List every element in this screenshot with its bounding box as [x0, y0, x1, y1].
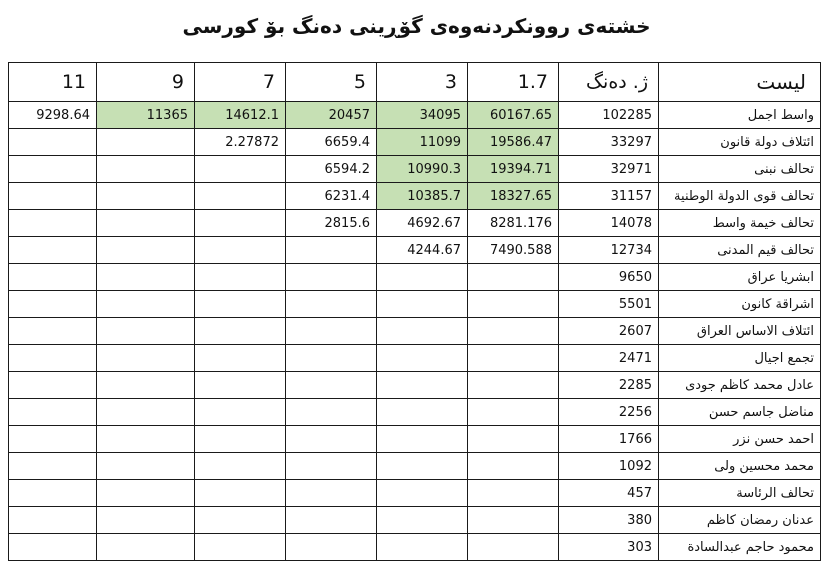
- cell-divisor-1-7: [468, 372, 559, 399]
- cell-list-name: محمود حاجم عبدالسادة: [659, 534, 821, 561]
- table-row: [9, 318, 821, 345]
- header-row: [9, 63, 821, 102]
- cell-list-name: تجمع اجيال: [659, 345, 821, 372]
- cell-divisor-3: [377, 372, 468, 399]
- cell-list-name: تحالف قوى الدولة الوطنية: [659, 183, 821, 210]
- cell-divisor-11: [9, 480, 97, 507]
- cell-divisor-7: [195, 507, 286, 534]
- cell-divisor-3: 4692.67: [377, 210, 468, 237]
- table-row: [9, 102, 821, 129]
- cell-divisor-9: [97, 534, 195, 561]
- header-divisor-3: 3: [377, 63, 468, 102]
- cell-divisor-9: [97, 372, 195, 399]
- cell-divisor-1-7: [468, 318, 559, 345]
- table-row: [9, 129, 821, 156]
- cell-divisor-9: [97, 156, 195, 183]
- cell-divisor-9: [97, 345, 195, 372]
- cell-divisor-3: [377, 264, 468, 291]
- cell-divisor-1-7: [468, 507, 559, 534]
- cell-list-name: مناضل جاسم حسن: [659, 399, 821, 426]
- cell-divisor-3: [377, 399, 468, 426]
- cell-divisor-3: [377, 426, 468, 453]
- header-votes: ژ. دەنگ: [559, 63, 659, 102]
- cell-divisor-5: [286, 291, 377, 318]
- cell-list-name: عادل محمد كاظم جودى: [659, 372, 821, 399]
- cell-votes: 2607: [559, 318, 659, 345]
- cell-divisor-3: 11099: [377, 129, 468, 156]
- cell-divisor-9: [97, 318, 195, 345]
- cell-divisor-5: [286, 399, 377, 426]
- cell-divisor-1-7: 8281.176: [468, 210, 559, 237]
- cell-divisor-11: [9, 264, 97, 291]
- cell-votes: 2256: [559, 399, 659, 426]
- table-row: [9, 399, 821, 426]
- cell-divisor-1-7: [468, 291, 559, 318]
- cell-divisor-3: [377, 318, 468, 345]
- cell-divisor-9: [97, 480, 195, 507]
- cell-divisor-7: 2.27872: [195, 129, 286, 156]
- cell-divisor-7: [195, 237, 286, 264]
- cell-votes: 380: [559, 507, 659, 534]
- cell-divisor-9: [97, 183, 195, 210]
- cell-divisor-9: [97, 399, 195, 426]
- table-row: [9, 183, 821, 210]
- page-title: خشتەی روونکردنەوەی گۆڕینی دەنگ بۆ کورسی: [182, 14, 651, 38]
- header-list: لیست: [659, 63, 821, 102]
- cell-divisor-3: 10385.7: [377, 183, 468, 210]
- cell-divisor-9: [97, 129, 195, 156]
- cell-votes: 2471: [559, 345, 659, 372]
- cell-divisor-1-7: 60167.65: [468, 102, 559, 129]
- cell-divisor-11: [9, 453, 97, 480]
- cell-divisor-1-7: [468, 264, 559, 291]
- table-row: [9, 264, 821, 291]
- cell-divisor-1-7: 19394.71: [468, 156, 559, 183]
- cell-divisor-7: [195, 264, 286, 291]
- header-divisor-7: 7: [195, 63, 286, 102]
- cell-list-name: واسط اجمل: [659, 102, 821, 129]
- cell-list-name: ائتلاف الاساس العراق: [659, 318, 821, 345]
- cell-list-name: ابشريا عراق: [659, 264, 821, 291]
- cell-divisor-7: [195, 345, 286, 372]
- cell-divisor-5: 6594.2: [286, 156, 377, 183]
- cell-votes: 32971: [559, 156, 659, 183]
- header-divisor-1-7: 1.7: [468, 63, 559, 102]
- cell-votes: 303: [559, 534, 659, 561]
- cell-votes: 9650: [559, 264, 659, 291]
- cell-divisor-3: [377, 534, 468, 561]
- cell-divisor-1-7: 7490.588: [468, 237, 559, 264]
- cell-divisor-9: [97, 291, 195, 318]
- cell-divisor-5: [286, 534, 377, 561]
- cell-divisor-5: 20457: [286, 102, 377, 129]
- cell-divisor-11: [9, 372, 97, 399]
- cell-divisor-3: 10990.3: [377, 156, 468, 183]
- cell-divisor-1-7: [468, 426, 559, 453]
- cell-divisor-3: [377, 291, 468, 318]
- cell-divisor-11: [9, 345, 97, 372]
- cell-divisor-9: [97, 237, 195, 264]
- cell-divisor-11: [9, 318, 97, 345]
- header-divisor-5: 5: [286, 63, 377, 102]
- cell-list-name: تحالف الرئاسة: [659, 480, 821, 507]
- cell-divisor-3: 4244.67: [377, 237, 468, 264]
- cell-list-name: احمد حسن نزر: [659, 426, 821, 453]
- cell-divisor-11: [9, 507, 97, 534]
- cell-divisor-5: [286, 237, 377, 264]
- table-row: [9, 453, 821, 480]
- cell-votes: 31157: [559, 183, 659, 210]
- cell-divisor-5: [286, 426, 377, 453]
- cell-divisor-9: [97, 453, 195, 480]
- cell-divisor-3: [377, 345, 468, 372]
- cell-list-name: اشراقة كانون: [659, 291, 821, 318]
- cell-list-name: ائتلاف دولة قانون: [659, 129, 821, 156]
- cell-votes: 457: [559, 480, 659, 507]
- cell-divisor-7: [195, 210, 286, 237]
- cell-divisor-1-7: 18327.65: [468, 183, 559, 210]
- table-row: [9, 156, 821, 183]
- cell-divisor-7: 14612.1: [195, 102, 286, 129]
- table-row: [9, 372, 821, 399]
- cell-divisor-1-7: [468, 399, 559, 426]
- cell-divisor-11: [9, 183, 97, 210]
- cell-divisor-1-7: [468, 534, 559, 561]
- cell-divisor-5: 2815.6: [286, 210, 377, 237]
- cell-divisor-9: [97, 264, 195, 291]
- header-divisor-11: 11: [9, 63, 97, 102]
- table-row: [9, 210, 821, 237]
- cell-divisor-5: [286, 345, 377, 372]
- cell-divisor-7: [195, 399, 286, 426]
- cell-divisor-7: [195, 426, 286, 453]
- cell-votes: 1092: [559, 453, 659, 480]
- cell-divisor-7: [195, 156, 286, 183]
- table-body: [9, 102, 821, 561]
- table-row: [9, 534, 821, 561]
- table-row: [9, 507, 821, 534]
- cell-votes: 2285: [559, 372, 659, 399]
- cell-divisor-9: [97, 426, 195, 453]
- cell-divisor-3: [377, 507, 468, 534]
- table-row: [9, 291, 821, 318]
- table-row: [9, 345, 821, 372]
- cell-divisor-7: [195, 453, 286, 480]
- cell-divisor-9: [97, 210, 195, 237]
- cell-divisor-3: 34095: [377, 102, 468, 129]
- cell-divisor-11: [9, 534, 97, 561]
- cell-votes: 1766: [559, 426, 659, 453]
- cell-divisor-11: [9, 129, 97, 156]
- cell-divisor-11: [9, 210, 97, 237]
- cell-divisor-11: [9, 237, 97, 264]
- cell-votes: 102285: [559, 102, 659, 129]
- cell-list-name: محمد محسين ولى: [659, 453, 821, 480]
- cell-divisor-5: [286, 453, 377, 480]
- cell-list-name: تحالف نبنى: [659, 156, 821, 183]
- cell-divisor-3: [377, 453, 468, 480]
- cell-divisor-7: [195, 183, 286, 210]
- cell-divisor-3: [377, 480, 468, 507]
- cell-divisor-5: [286, 480, 377, 507]
- cell-divisor-11: [9, 426, 97, 453]
- cell-divisor-7: [195, 291, 286, 318]
- cell-divisor-7: [195, 372, 286, 399]
- cell-divisor-11: [9, 291, 97, 318]
- cell-votes: 12734: [559, 237, 659, 264]
- cell-divisor-9: 11365: [97, 102, 195, 129]
- cell-divisor-9: [97, 507, 195, 534]
- cell-divisor-1-7: [468, 480, 559, 507]
- table-row: [9, 237, 821, 264]
- cell-divisor-5: [286, 318, 377, 345]
- cell-divisor-5: 6231.4: [286, 183, 377, 210]
- cell-divisor-5: [286, 372, 377, 399]
- cell-votes: 14078: [559, 210, 659, 237]
- header-divisor-9: 9: [97, 63, 195, 102]
- cell-votes: 33297: [559, 129, 659, 156]
- cell-divisor-1-7: 19586.47: [468, 129, 559, 156]
- cell-divisor-7: [195, 480, 286, 507]
- cell-divisor-5: [286, 507, 377, 534]
- cell-divisor-1-7: [468, 453, 559, 480]
- table-row: [9, 480, 821, 507]
- cell-list-name: تحالف قيم المدنى: [659, 237, 821, 264]
- cell-divisor-11: [9, 156, 97, 183]
- cell-divisor-7: [195, 318, 286, 345]
- seat-allocation-table: [8, 62, 821, 561]
- cell-divisor-5: 6659.4: [286, 129, 377, 156]
- cell-divisor-11: 9298.64: [9, 102, 97, 129]
- cell-divisor-11: [9, 399, 97, 426]
- cell-list-name: عدنان رمضان كاظم: [659, 507, 821, 534]
- cell-votes: 5501: [559, 291, 659, 318]
- cell-divisor-1-7: [468, 345, 559, 372]
- cell-divisor-5: [286, 264, 377, 291]
- table-row: [9, 426, 821, 453]
- cell-list-name: تحالف خيمة واسط: [659, 210, 821, 237]
- cell-divisor-7: [195, 534, 286, 561]
